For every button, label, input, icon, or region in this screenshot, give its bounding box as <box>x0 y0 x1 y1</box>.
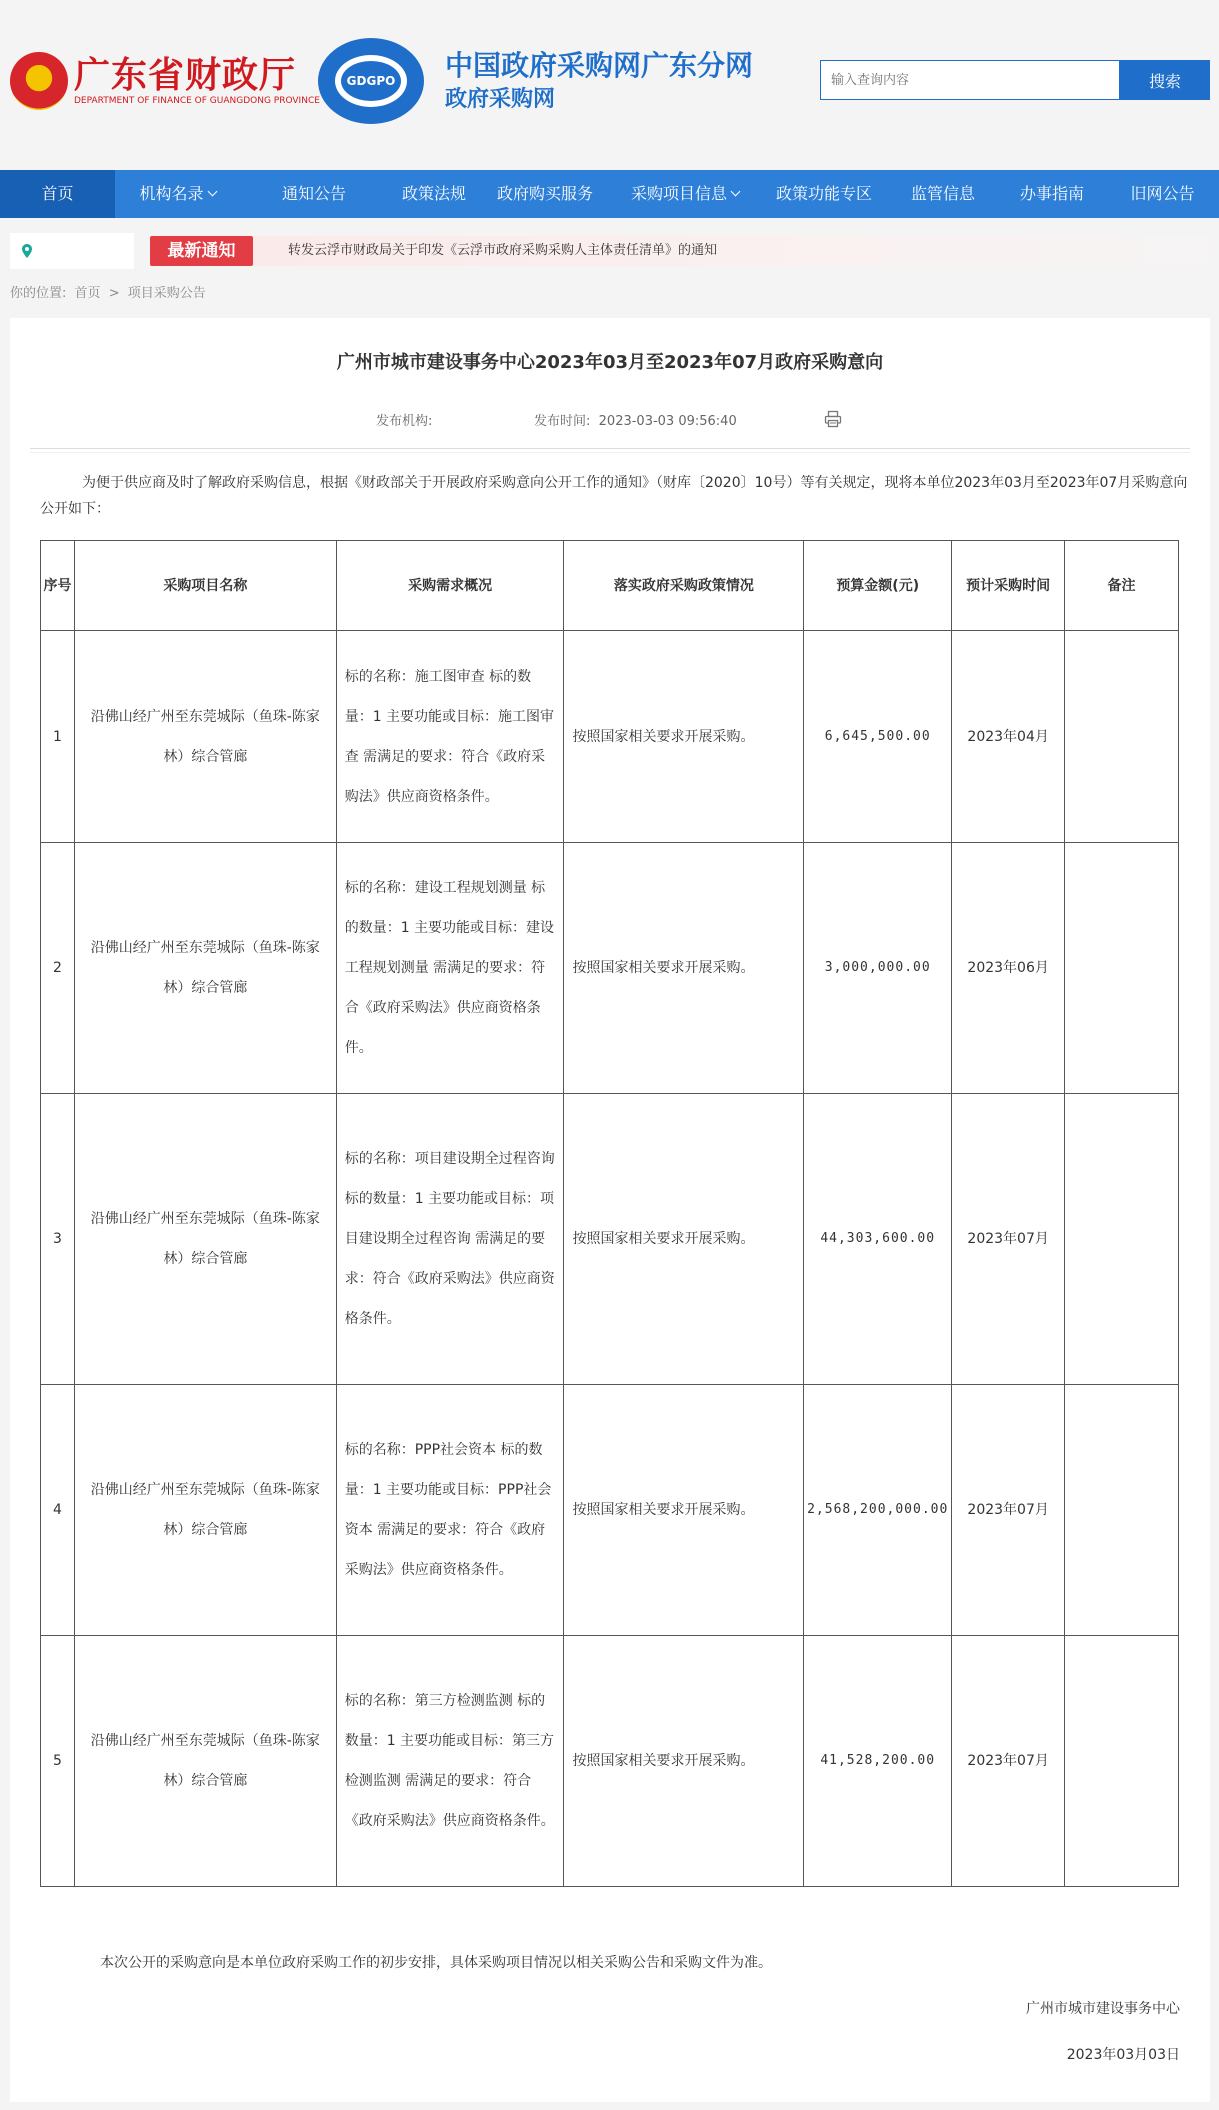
table-row <box>41 631 1179 843</box>
cell-name: 沿佛山经广州至东莞城际（鱼珠-陈家林）综合管廊 <box>74 843 336 1094</box>
nav-policies[interactable]: 政策法规 <box>401 184 466 203</box>
cell-time: 2023年06月 <box>952 843 1065 1094</box>
cell-remark <box>1065 631 1179 843</box>
table-row <box>41 1094 1179 1385</box>
cell-remark <box>1065 843 1179 1094</box>
cell-remark <box>1065 1094 1179 1385</box>
print-icon[interactable] <box>824 410 842 428</box>
table-header-row <box>41 541 1179 631</box>
cell-need: 标的名称：建设工程规划测量 标的数量：1 主要功能或目标：建设工程规划测量 需满足的要求：符合《政府采购法》供应商资格条件。 <box>336 843 564 1094</box>
col-header-no: 序号 <box>41 541 75 631</box>
logo-en-text: DEPARTMENT OF FINANCE OF GUANGDONG PROVINCE <box>74 96 320 106</box>
cell-policy: 按照国家相关要求开展采购。 <box>564 631 804 843</box>
col-header-budget: 预算金额(元) <box>804 541 952 631</box>
cell-need: 标的名称：第三方检测监测 标的数量：1 主要功能或目标：第三方检测监测 需满足的要求：符合《政府采购法》供应商资格条件。 <box>336 1636 564 1887</box>
notice-link[interactable]: 转发云浮市财政局关于印发《云浮市政府采购采购人主体责任清单》的通知 <box>288 243 718 258</box>
table-row <box>41 843 1179 1094</box>
cell-name: 沿佛山经广州至东莞城际（鱼珠-陈家林）综合管廊 <box>74 631 336 843</box>
cell-time: 2023年07月 <box>952 1385 1065 1636</box>
chevron-down-icon <box>731 187 741 197</box>
cell-need: 标的名称：项目建设期全过程咨询 标的数量：1 主要功能或目标：项目建设期全过程咨询 需满足的要求：符合《政府采购法》供应商资格条件。 <box>336 1094 564 1385</box>
breadcrumb-current[interactable]: 项目采购公告 <box>127 286 206 301</box>
location-selector[interactable] <box>10 233 134 269</box>
article-container <box>10 318 1210 2102</box>
cell-no: 1 <box>41 631 75 843</box>
procurement-table <box>40 540 1179 1887</box>
breadcrumb-home[interactable]: 首页 <box>74 286 101 301</box>
cell-no: 3 <box>41 1094 75 1385</box>
article-meta <box>10 410 1210 430</box>
nav-policy-zone[interactable]: 政策功能专区 <box>775 184 872 203</box>
cell-no: 2 <box>41 843 75 1094</box>
latest-notice-badge: 最新通知 <box>150 236 253 266</box>
col-header-name: 采购项目名称 <box>74 541 336 631</box>
search-input[interactable] <box>820 60 1120 100</box>
nav-supervision[interactable]: 监管信息 <box>910 184 975 203</box>
breadcrumb-prefix: 你的位置: <box>10 286 67 301</box>
cell-need: 标的名称：施工图审查 标的数量：1 主要功能或目标：施工图审查 需满足的要求：符合《政府采购法》供应商资格条件。 <box>336 631 564 843</box>
cell-name: 沿佛山经广州至东莞城际（鱼珠-陈家林）综合管廊 <box>74 1094 336 1385</box>
site-header <box>0 0 1219 170</box>
chevron-down-icon <box>207 187 217 197</box>
signature-org: 广州市城市建设事务中心 <box>1026 2001 1180 2017</box>
cell-name: 沿佛山经广州至东莞城际（鱼珠-陈家林）综合管廊 <box>74 1636 336 1887</box>
main-nav <box>0 170 1219 218</box>
cell-policy: 按照国家相关要求开展采购。 <box>564 1385 804 1636</box>
table-row <box>41 1385 1179 1636</box>
nav-home[interactable]: 首页 <box>0 170 115 218</box>
nav-old-notices[interactable]: 旧网公告 <box>1130 184 1195 203</box>
site-title <box>445 48 753 116</box>
national-emblem-icon <box>10 52 68 110</box>
col-header-need: 采购需求概况 <box>336 541 564 631</box>
table-row <box>41 1636 1179 1887</box>
site-title-sub: 政府采购网 <box>445 87 556 112</box>
location-pin-icon <box>22 244 32 258</box>
col-header-time: 预计采购时间 <box>952 541 1065 631</box>
publish-time: 发布时间: 2023-03-03 09:56:40 <box>534 414 737 429</box>
closing-paragraph: 本次公开的采购意向是本单位政府采购工作的初步安排，具体采购项目情况以相关采购公告和采购文件为准。 <box>100 1955 772 1971</box>
search-button[interactable]: 搜索 <box>1120 60 1210 100</box>
cell-no: 4 <box>41 1385 75 1636</box>
nav-notices[interactable]: 通知公告 <box>281 184 346 203</box>
cell-time: 2023年04月 <box>952 631 1065 843</box>
cell-name: 沿佛山经广州至东莞城际（鱼珠-陈家林）综合管廊 <box>74 1385 336 1636</box>
cell-budget: 3,000,000.00 <box>804 843 952 1094</box>
cell-remark <box>1065 1636 1179 1887</box>
guangdong-finance-logo[interactable] <box>10 52 320 110</box>
nav-project-info[interactable]: 采购项目信息 <box>610 170 760 218</box>
cell-budget: 41,528,200.00 <box>804 1636 952 1887</box>
intro-paragraph: 为便于供应商及时了解政府采购信息，根据《财政部关于开展政府采购意向公开工作的通知》（财库〔2020〕10号）等有关规定，现将本单位2023年03月至2023年07月采购意向公开如下： <box>40 475 1188 517</box>
cell-policy: 按照国家相关要求开展采购。 <box>564 1636 804 1887</box>
nav-org-directory[interactable]: 机构名录 <box>115 170 240 218</box>
cell-policy: 按照国家相关要求开展采购。 <box>564 1094 804 1385</box>
cell-remark <box>1065 1385 1179 1636</box>
logo-cn-text: 广东省财政厅 <box>74 54 297 96</box>
nav-guide[interactable]: 办事指南 <box>1019 184 1084 203</box>
cell-no: 5 <box>41 1636 75 1887</box>
cell-time: 2023年07月 <box>952 1636 1065 1887</box>
cell-policy: 按照国家相关要求开展采购。 <box>564 843 804 1094</box>
publish-org-label: 发布机构: <box>376 414 433 429</box>
nav-gov-services[interactable]: 政府购买服务 <box>496 184 593 203</box>
cell-time: 2023年07月 <box>952 1094 1065 1385</box>
breadcrumb-separator: > <box>108 286 120 301</box>
gdgpo-logo[interactable] <box>318 38 424 124</box>
col-header-policy: 落实政府采购政策情况 <box>564 541 804 631</box>
site-title-main: 中国政府采购网广东分网 <box>445 49 754 82</box>
breadcrumb <box>0 279 1219 309</box>
cell-budget: 2,568,200,000.00 <box>804 1385 952 1636</box>
gdgpo-logo-text: GDGPO <box>335 55 407 107</box>
col-header-remark: 备注 <box>1065 541 1179 631</box>
signature-date: 2023年03月03日 <box>1066 2047 1180 2063</box>
cell-need: 标的名称：PPP社会资本 标的数量：1 主要功能或目标：PPP社会资本 需满足的要求：符合《政府采购法》供应商资格条件。 <box>336 1385 564 1636</box>
page-title: 广州市城市建设事务中心2023年03月至2023年07月政府采购意向 <box>336 352 884 373</box>
notice-bar <box>0 233 1219 279</box>
cell-budget: 6,645,500.00 <box>804 631 952 843</box>
cell-budget: 44,303,600.00 <box>804 1094 952 1385</box>
